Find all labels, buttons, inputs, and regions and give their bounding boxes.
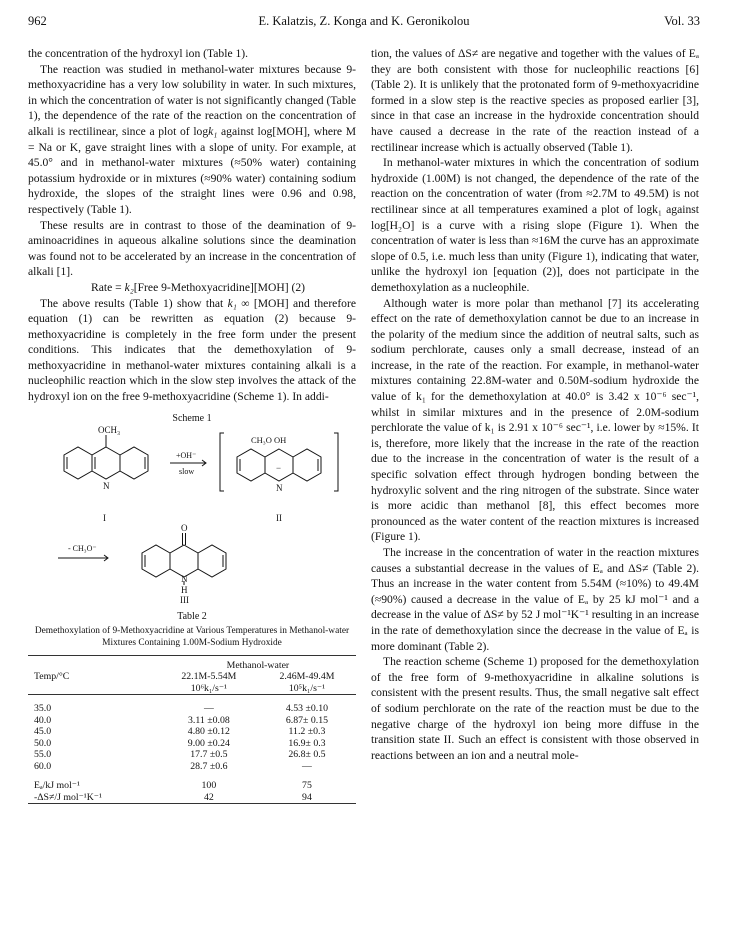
nitrogen-label: N <box>181 573 188 584</box>
table-group-header: Methanol-water <box>226 659 290 671</box>
condition-label: slow <box>179 466 195 476</box>
right-column <box>371 46 699 763</box>
compound-1-label: I <box>103 512 106 523</box>
compound-3-label: III <box>180 594 189 603</box>
nitrogen-label: N <box>103 480 110 491</box>
table-unit-col-b: 10⁵k₁/s⁻¹ <box>258 683 356 695</box>
paragraph: In methanol-water mixtures in which the concentration of sodium hydroxide (1.00M) is not changed, the dependence of the rate of the reaction on the concentration of water (from ≈2.7M to 49.5M) is not rectilinear since at all temperatures examined a plot of logk₁ against log[H₂O] is a curve with a rising slope (Figure 1). When the concentration of water is less than ≈16M the curve has an approximate slope of 0.5, i.e. much less than unity (Figure 1), indicating that water, unlike the hydroxyl ion [equation (2)], does not participate in the demethoxylation as a nucleophile. <box>371 156 699 294</box>
paragraph: the concentration of the hydroxyl ion (Table 1). <box>28 47 249 60</box>
paragraph: The reaction scheme (Scheme 1) proposed for the demethoxylation of the free form of 9-methoxyacridine in alkaline solutions is consistent with the present results. Thus, the small negative salt effect of sodium perchlorate on the rate of the reaction must be due to the negative charge of the hydroxyl ion being more diffuse in the transition state II. Such an effect is consistent with those observed in reactions between an ion and a neutral mole- <box>371 655 699 762</box>
leaving-group-label: - CH₃O⁻ <box>68 543 97 553</box>
methoxy-label: OCH₃ <box>98 424 121 435</box>
table-unit-col-a: 10⁶k₁/s⁻¹ <box>160 683 258 695</box>
left-column <box>28 46 356 804</box>
table-header-col-a: 22.1M-5.54M <box>181 671 237 683</box>
oxygen-label: O <box>181 522 188 533</box>
reaction-scheme-diagram <box>28 425 356 603</box>
table-row: 45.0 4.80 ±0.12 11.2 ±0.3 <box>34 726 326 738</box>
table-row-ds: -ΔS≠/J mol⁻¹K⁻¹ 42 94 <box>34 791 312 803</box>
table-row: 50.0 9.00 ±0.24 16.9± 0.3 <box>34 737 326 749</box>
table-row-ea: Eₐ/kJ mol⁻¹ 100 75 <box>34 780 312 792</box>
hydrogen-label: H <box>181 584 188 595</box>
charge-label: − <box>276 462 282 473</box>
compound-2-label: II <box>276 512 282 523</box>
nitrogen-label: N <box>276 482 283 493</box>
paragraph: tion, the values of ΔS≠ are negative and together with the values of Eₐ they are both consistent with those for nucleophilic reactions [6] (Table 2). It is unlikely that the protonated form of 9-methoxyacridine formed in a slow step is the reactive species as proposed earlier [3], since in that case an increase in the hydroxide concentration should have caused a decrease in the rate of the reaction instead of a rectilinear increase which is actually observed (Table 1). <box>371 47 699 154</box>
table-row: 60.0 28.7 ±0.6 — <box>34 760 312 772</box>
paragraph: The above results (Table 1) show that k₁ ∞ [MOH] and therefore equation (1) can be rewritten as equation (2) because 9-methoxyacridine is completely in the free form under the present conditions. This indicates that the demethoxylation of 9-methoxyacridine in methanol-water mixtures containing alkali is a nucleophilic reaction which in the slow step involves the attack of the hydroxyl ion on the free 9-methoxyacridine (Scheme 1). In addi- <box>28 296 356 404</box>
table-caption: Demethoxylation of 9-Methoxyacridine at Various Temperatures in Methanol-water Mixtures Containing 1.00M-Sodium Hydroxide <box>34 625 350 648</box>
table-title: Table 2 <box>177 610 207 622</box>
data-table <box>28 655 356 805</box>
running-title: E. Kalatzis, Z. Konga and K. Geronikolou <box>258 14 470 28</box>
table-header-col-b: 2.46M-49.4M <box>279 671 335 683</box>
paragraph: The increase in the concentration of water in the reaction mixtures causes a substantial decrease in the values of Eₐ and ΔS≠ (Table 2). Thus an increase in the water content from 5.54M (≈10%) to 49.4M (≈90%) caused a decrease in the value of Eₐ by 25 kJ mol⁻¹ and a decrease in the value of ΔS≠ by 52 J mol⁻¹K⁻¹ resulting in an increase in the rate of demethoxylation since the decrease in the value of Eₐ is more dominant (Table 2). <box>371 546 699 653</box>
table-row: 40.0 3.11 ±0.08 6.87± 0.15 <box>34 714 329 726</box>
substituent-label: CH₃O OH <box>251 434 287 445</box>
scheme-title: Scheme 1 <box>172 412 212 424</box>
page-header <box>28 14 700 32</box>
equation-2: Rate = k₂[Free 9-Methoxyacridine][MOH] (2) <box>90 280 306 294</box>
paragraph: The reaction was studied in methanol-water mixtures because 9-methoxyacridine has a very low solubility in water. In such mixtures, in which the concentration of water is not significantly changed (Table 1), the dependence of the rate of the reaction on the concentration of alkali is rectilinear, since a plot of logk₁ against log[MOH], where M = Na or K, gave straight lines with a slope of unity. For example, at 45.0° and in methanol-water mixtures (≈50% water) containing potassium hydroxide or in mixtures (≈90% water) containing sodium hydroxide, the slopes of the straight lines were 0.96 and 0.98, respectively (Table 1). <box>28 62 357 216</box>
table-row: 35.0 — 4.53 ±0.10 <box>34 703 329 715</box>
page-number: 962 <box>28 14 47 28</box>
reagent-label: +OH⁻ <box>176 450 197 460</box>
paragraph: These results are in contrast to those of the deamination of 9-aminoacridines in aqueous alkaline solutions since the deamination was found not to be accelerated by an increase in the concentration of alkali [1]. <box>28 218 356 279</box>
table-row: 55.0 17.7 ±0.5 26.8± 0.5 <box>34 749 326 761</box>
compound-1-structure <box>64 435 148 479</box>
paragraph: Although water is more polar than methanol [7] its accelerating effect on the rate of demethoxylation cannot be due to an increase in the polarity of the medium since the addition of neutral salts, such as sodium perchlorate, causes only a small decrease, instead of an increase, in the rate of the reaction. For example, in methanol-water mixtures containing 22.8M-water and 0.50M-sodium hydroxide the value of k₁ for the demethoxylation at 40.0° is 3.42 x 10⁻⁶ sec⁻¹, whilst in similar mixtures and in the presence of 2.0M-sodium perchlorate the value of k₁ is 2.91 x 10⁻⁶ sec⁻¹, i.e. lower by ≈15%. It is, therefore, more likely that the increase in the rate of the reaction due to the increase in the concentration of water is the result of a specific solvation effect through hydrogen bonding between the hydroxylic solvent and the ring nitrogen of the substrate. Since water is more acidic than methanol [8], this effect becomes more pronounced as the water content of the reaction mixtures is increased (Figure 1). <box>371 296 699 544</box>
table-header-temp: Temp/°C <box>34 671 70 683</box>
scheme-1 <box>28 413 356 605</box>
volume-label: Vol. 33 <box>664 14 700 28</box>
